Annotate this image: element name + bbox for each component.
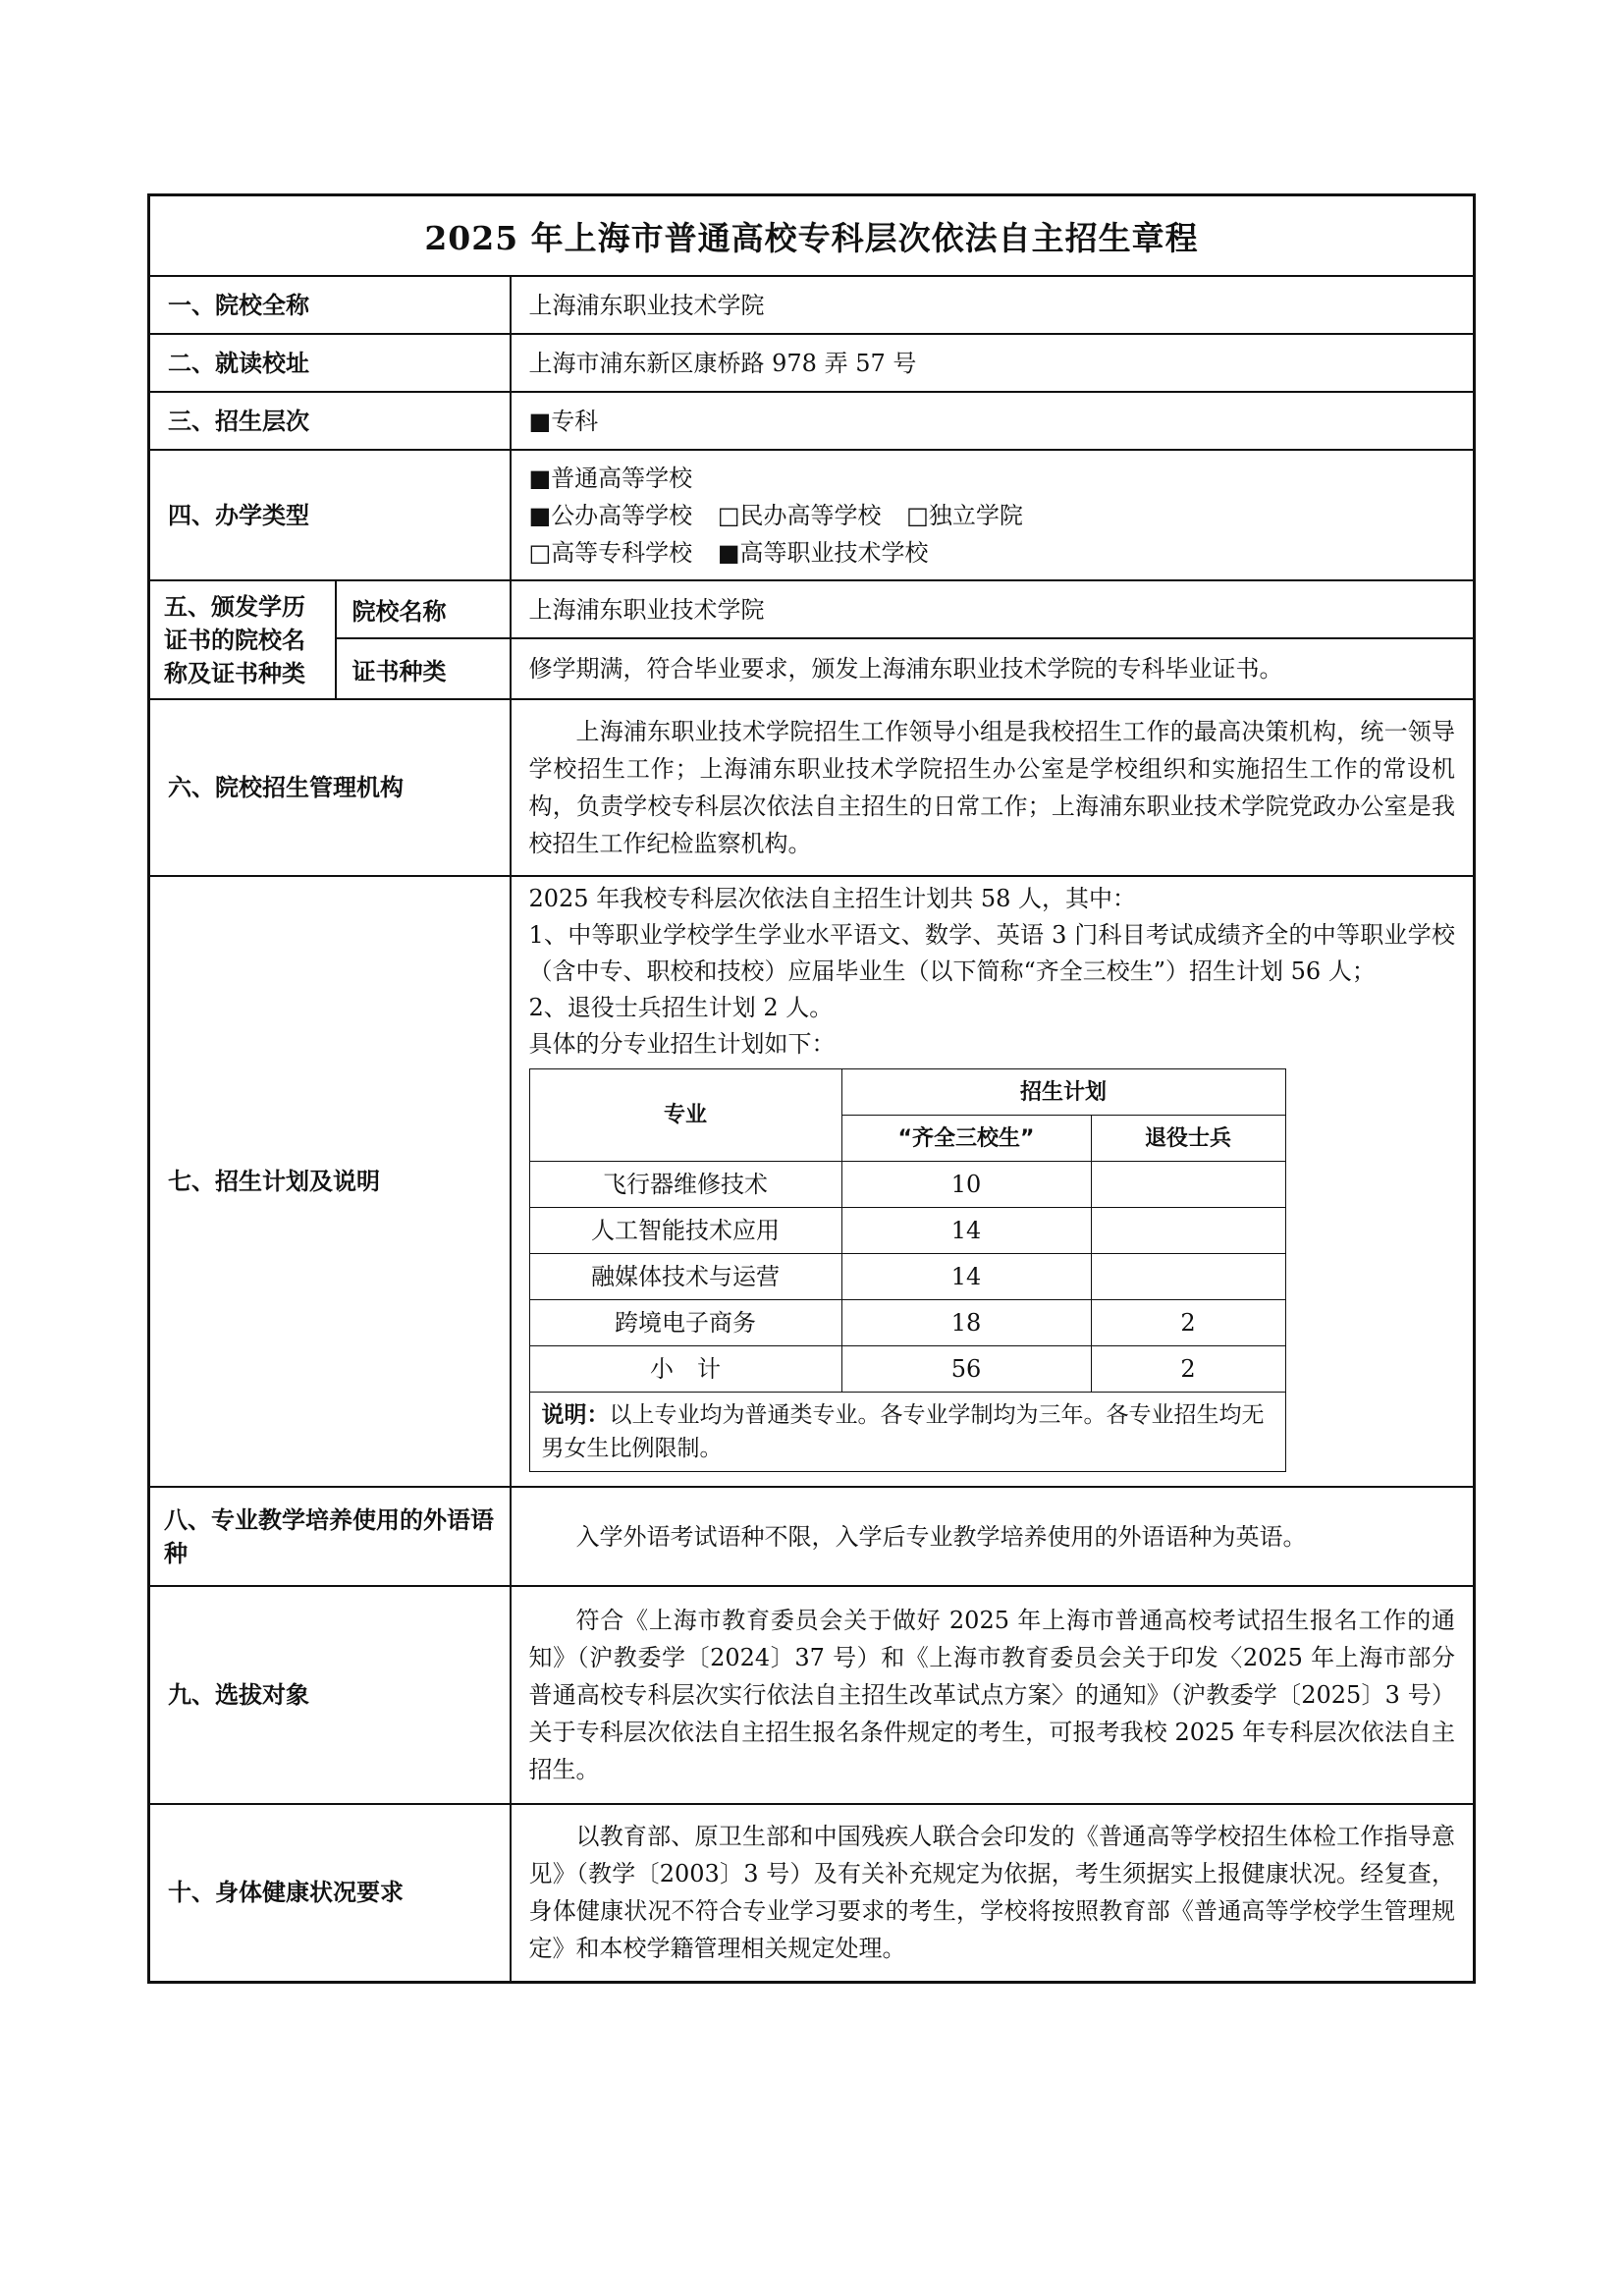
plan-intro: 2025 年我校专科层次依法自主招生计划共 58 人，其中：	[528, 885, 1137, 912]
label-selection-target: 九、选拔对象	[149, 1586, 511, 1804]
option-public: 公办高等学校	[551, 501, 693, 529]
value-school-type	[511, 450, 1475, 580]
plan-table-intro: 具体的分专业招生计划如下：	[528, 1030, 836, 1058]
plan-note-label: 说明：	[541, 1402, 610, 1428]
unchecked-box-icon: □	[906, 501, 929, 529]
unchecked-box-icon: □	[717, 501, 740, 529]
table-row	[529, 1162, 1285, 1208]
admission-charter-table	[147, 193, 1476, 1984]
checked-box-icon: ■	[528, 501, 552, 529]
value-admission-admin-cell	[511, 699, 1475, 876]
label-school-name: 一、院校全称	[149, 276, 511, 334]
table-row	[529, 1300, 1285, 1346]
cell-veteran: 2	[1091, 1346, 1285, 1393]
value-admission-level	[511, 392, 1475, 450]
option-ordinary: 普通高等学校	[551, 464, 693, 492]
label-certificate-type: 证书种类	[336, 638, 511, 699]
header-veteran: 退役士兵	[1091, 1116, 1285, 1162]
plan-item-1: 1、中等职业学校学生学业水平语文、数学、英语 3 门科目考试成绩齐全的中等职业学校（含中专、职校和技校）应届毕业生（以下简称“齐全三校生”）招生计划 56 人；	[528, 921, 1455, 985]
label-certificate-line: 称及证书种类	[164, 659, 305, 687]
value-issuing-school: 上海浦东职业技术学院	[511, 580, 1475, 638]
table-row-subtotal	[529, 1346, 1285, 1393]
table-row	[529, 1208, 1285, 1254]
value-certificate-type: 修学期满，符合毕业要求，颁发上海浦东职业技术学院的专科毕业证书。	[511, 638, 1475, 699]
label-issuing-school: 院校名称	[336, 580, 511, 638]
option-private: 民办高等学校	[739, 501, 882, 529]
value-foreign-language-cell	[511, 1487, 1475, 1586]
checked-box-icon	[529, 408, 552, 435]
cell-major: 人工智能技术应用	[529, 1208, 841, 1254]
value-school-name: 上海浦东职业技术学院	[511, 276, 1475, 334]
cell-sanxiao: 14	[841, 1208, 1091, 1254]
value-health-requirement: 以教育部、原卫生部和中国残疾人联合会印发的《普通高等学校招生体检工作指导意见》（教学〔2003〕3 号）及有关补充规定为依据，考生须据实上报健康状况。经复查，身体健康状况不符合专业学习要求的考生，学校将按照教育部《普通高等学校学生管理规定》和本校学籍管理相关规定处理。	[528, 1823, 1455, 1963]
label-certificate	[149, 580, 336, 699]
value-campus-address: 上海市浦东新区康桥路 978 弄 57 号	[511, 334, 1475, 392]
label-admission-plan: 七、招生计划及说明	[149, 876, 511, 1487]
table-row	[529, 1254, 1285, 1300]
cell-sanxiao: 18	[841, 1300, 1091, 1346]
value-foreign-language: 入学外语考试语种不限，入学后专业教学培养使用的外语语种为英语。	[575, 1522, 1307, 1551]
label-certificate-line: 五、颁发学历	[164, 592, 305, 621]
label-school-type: 四、办学类型	[149, 450, 511, 580]
unchecked-box-icon: □	[528, 538, 552, 567]
plan-item-2: 2、退役士兵招生计划 2 人。	[528, 994, 834, 1021]
cell-major: 跨境电子商务	[529, 1300, 841, 1346]
label-foreign-language: 八、专业教学培养使用的外语语种	[149, 1487, 511, 1586]
option-specialized: 高等专科学校	[551, 538, 693, 567]
value-selection-target: 符合《上海市教育委员会关于做好 2025 年上海市普通高校考试招生报名工作的通知》（沪教委学〔2024〕37 号）和《上海市教育委员会关于印发〈2025 年上海市部分普通高校专科层次实行依法自主招生改革试点方案〉的通知》（沪教委学〔2025〕3 号）关于专科层次依法自主招生报名条件规定的考生，可报考我校 2025 年专科层次依法自主招生。	[528, 1607, 1455, 1783]
document-title: 2025 年上海市普通高校专科层次依法自主招生章程	[149, 195, 1475, 277]
cell-major: 飞行器维修技术	[529, 1162, 841, 1208]
label-certificate-line: 证书的院校名	[164, 626, 305, 654]
major-plan-table	[529, 1068, 1286, 1472]
cell-major: 融媒体技术与运营	[529, 1254, 841, 1300]
label-campus-address: 二、就读校址	[149, 334, 511, 392]
plan-note	[529, 1393, 1285, 1472]
cell-veteran	[1091, 1208, 1285, 1254]
cell-veteran: 2	[1091, 1300, 1285, 1346]
header-sanxiao: “齐全三校生”	[841, 1116, 1091, 1162]
label-admission-level: 三、招生层次	[149, 392, 511, 450]
header-plan: 招生计划	[841, 1069, 1285, 1116]
value-admission-admin: 上海浦东职业技术学院招生工作领导小组是我校招生工作的最高决策机构，统一领导学校招生工作；上海浦东职业技术学院招生办公室是学校组织和实施招生工作的常设机构，负责学校专科层次依法自主招生的日常工作；上海浦东职业技术学院党政办公室是我校招生工作纪检监察机构。	[528, 718, 1455, 857]
label-health-requirement: 十、身体健康状况要求	[149, 1804, 511, 1982]
cell-sanxiao: 10	[841, 1162, 1091, 1208]
option-vocational: 高等职业技术学校	[739, 538, 929, 567]
option-zhuanke: 专科	[551, 407, 599, 435]
cell-sanxiao: 14	[841, 1254, 1091, 1300]
value-selection-target-cell	[511, 1586, 1475, 1804]
header-major: 专业	[529, 1069, 841, 1162]
cell-veteran	[1091, 1162, 1285, 1208]
plan-note-text: 以上专业均为普通类专业。各专业学制均为三年。各专业招生均无男女生比例限制。	[541, 1402, 1265, 1461]
value-admission-plan	[511, 876, 1475, 1487]
cell-veteran	[1091, 1254, 1285, 1300]
cell-major: 小 计	[529, 1346, 841, 1393]
cell-sanxiao: 56	[841, 1346, 1091, 1393]
label-admission-admin: 六、院校招生管理机构	[149, 699, 511, 876]
option-independent: 独立学院	[928, 501, 1023, 529]
checked-box-icon: ■	[528, 464, 552, 492]
value-health-requirement-cell	[511, 1804, 1475, 1982]
checked-box-icon: ■	[717, 538, 740, 567]
